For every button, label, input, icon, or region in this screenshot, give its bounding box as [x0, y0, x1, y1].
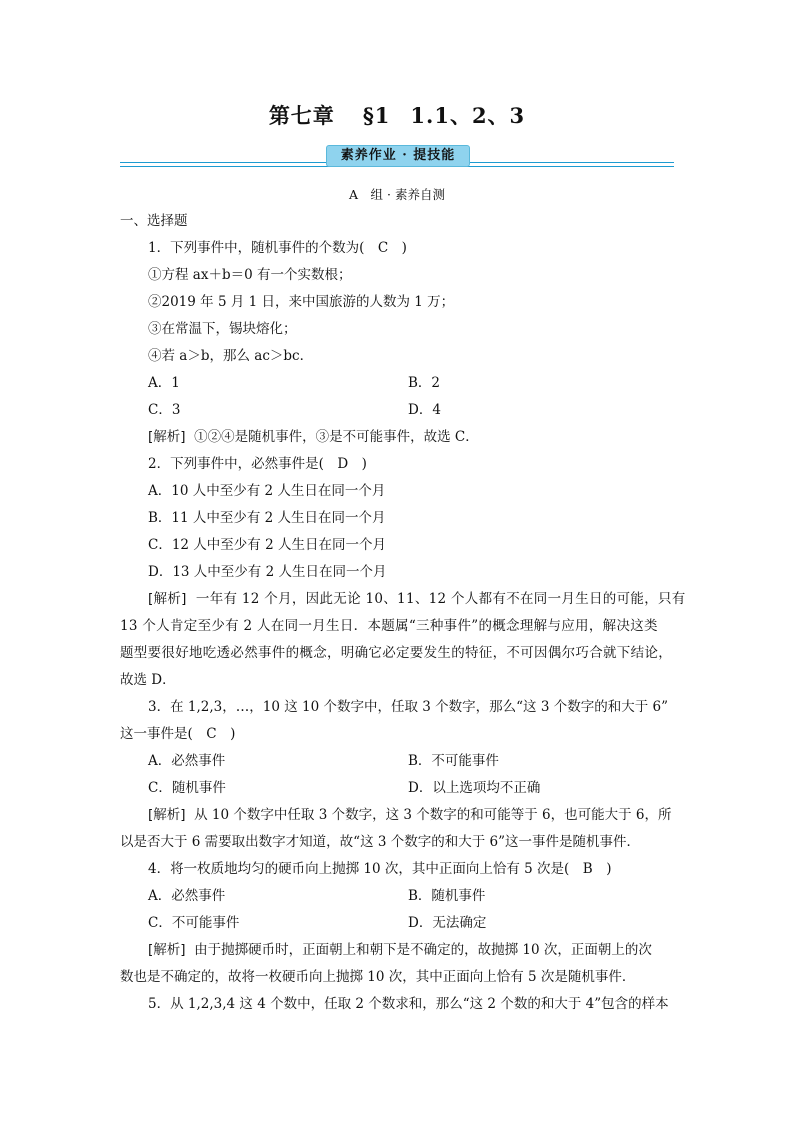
analysis-text: 从 10 个数字中任取 3 个数字，这 3 个数字的和可能等于 6，也可能大于 6，所: [194, 807, 672, 823]
statement-item: ③在常温下，锡块熔化；: [148, 321, 297, 337]
section-label: §1: [362, 103, 391, 128]
analysis-text: 一年有 12 个月，因此无论 10、11、12 个人都有不在同一月生日的可能，只有: [195, 591, 686, 607]
question-stem: 2．下列事件中，必然事件是( D ): [148, 456, 367, 472]
option-d: D．13 人中至少有 2 人生日在同一个月: [148, 564, 387, 580]
analysis-label: [解析]: [148, 591, 187, 607]
option-b: B．11 人中至少有 2 人生日在同一个月: [148, 510, 386, 526]
analysis-text: 题型要很好地吃透必然事件的概念，明确它必定要发生的特征，不可因偶尔巧合就下结论，: [120, 645, 672, 661]
analysis-text: 故选 D．: [120, 672, 176, 688]
statement-item: ②2019 年 5 月 1 日，来中国旅游的人数为 1 万；: [148, 294, 455, 310]
analysis-text: 数也是不确定的，故将一枚硬币向上抛掷 10 次，其中正面向上恰有 5 次是随机事件．: [120, 969, 636, 985]
analysis-label: [解析]: [148, 429, 186, 445]
option-row: [120, 775, 674, 802]
analysis-text: 以是否大于 6 需要取出数字才知道，故“这 3 个数字的和大于 6”这一事件是随机事件．: [120, 834, 641, 850]
option-row: [120, 748, 674, 775]
analysis-text: 由于抛掷硬币时，正面朝上和朝下是不确定的，故抛掷 10 次，正面朝上的次: [194, 942, 652, 958]
option-row: [120, 370, 674, 397]
option-row: [120, 883, 674, 910]
option-b: B．不可能事件: [408, 753, 499, 769]
option-d: D．无法确定: [408, 915, 487, 931]
analysis-label: [解析]: [148, 942, 186, 958]
option-c: C．3: [148, 402, 181, 418]
analysis-label: [解析]: [148, 807, 186, 823]
question-stem: 5．从 1,2,3,4 这 4 个数中，任取 2 个数求和，那么“这 2 个数的和大于 4”包含的样本: [148, 996, 669, 1012]
analysis-text: 13 个人肯定至少有 2 人在同一月生日．本题属“三种事件”的概念理解与应用，解决这类: [120, 618, 658, 634]
question-stem: 3．在 1,2,3，…，10 这 10 个数字中，任取 3 个数字，那么“这 3 个数字的和大于 6”: [148, 699, 668, 715]
exercise-content: [120, 181, 686, 1018]
option-c: C．随机事件: [148, 780, 226, 796]
option-a: A．必然事件: [148, 753, 226, 769]
question-stem: 1．下列事件中，随机事件的个数为( C ): [148, 240, 407, 256]
option-d: D．4: [408, 402, 441, 418]
analysis: [120, 424, 674, 451]
page-title: [0, 100, 794, 130]
option-row: [120, 910, 674, 937]
section-badge: 素养作业 · 提技能: [326, 145, 470, 167]
subsection-label: 1.1、2、3: [410, 103, 526, 128]
chapter-label: 第七章: [268, 103, 335, 128]
analysis-text: ①②④是随机事件，③是不可能事件，故选 C．: [194, 429, 479, 445]
option-a: A．1: [148, 375, 180, 391]
option-c: C．不可能事件: [148, 915, 240, 931]
section-title: 一、选择题: [120, 213, 188, 229]
option-c: C．12 人中至少有 2 人生日在同一个月: [148, 537, 386, 553]
group-title: A 组 · 素养自测: [349, 187, 445, 202]
statement-item: ①方程 ax＋b＝0 有一个实数根；: [148, 267, 352, 283]
option-b: B．随机事件: [408, 888, 486, 904]
statement-item: ④若 a＞b，那么 ac＞bc．: [148, 348, 314, 364]
question-stem-continued: 这一事件是( C ): [120, 726, 236, 742]
question-stem: 4．将一枚质地均匀的硬币向上抛掷 10 次，其中正面向上恰有 5 次是( B ): [148, 861, 612, 877]
option-d: D．以上选项均不正确: [408, 780, 541, 796]
option-a: A．10 人中至少有 2 人生日在同一个月: [148, 483, 386, 499]
option-a: A．必然事件: [148, 888, 226, 904]
option-b: B．2: [408, 375, 441, 391]
option-row: [120, 397, 674, 424]
analysis: [120, 586, 686, 613]
analysis: [120, 937, 674, 964]
analysis: [120, 802, 674, 829]
